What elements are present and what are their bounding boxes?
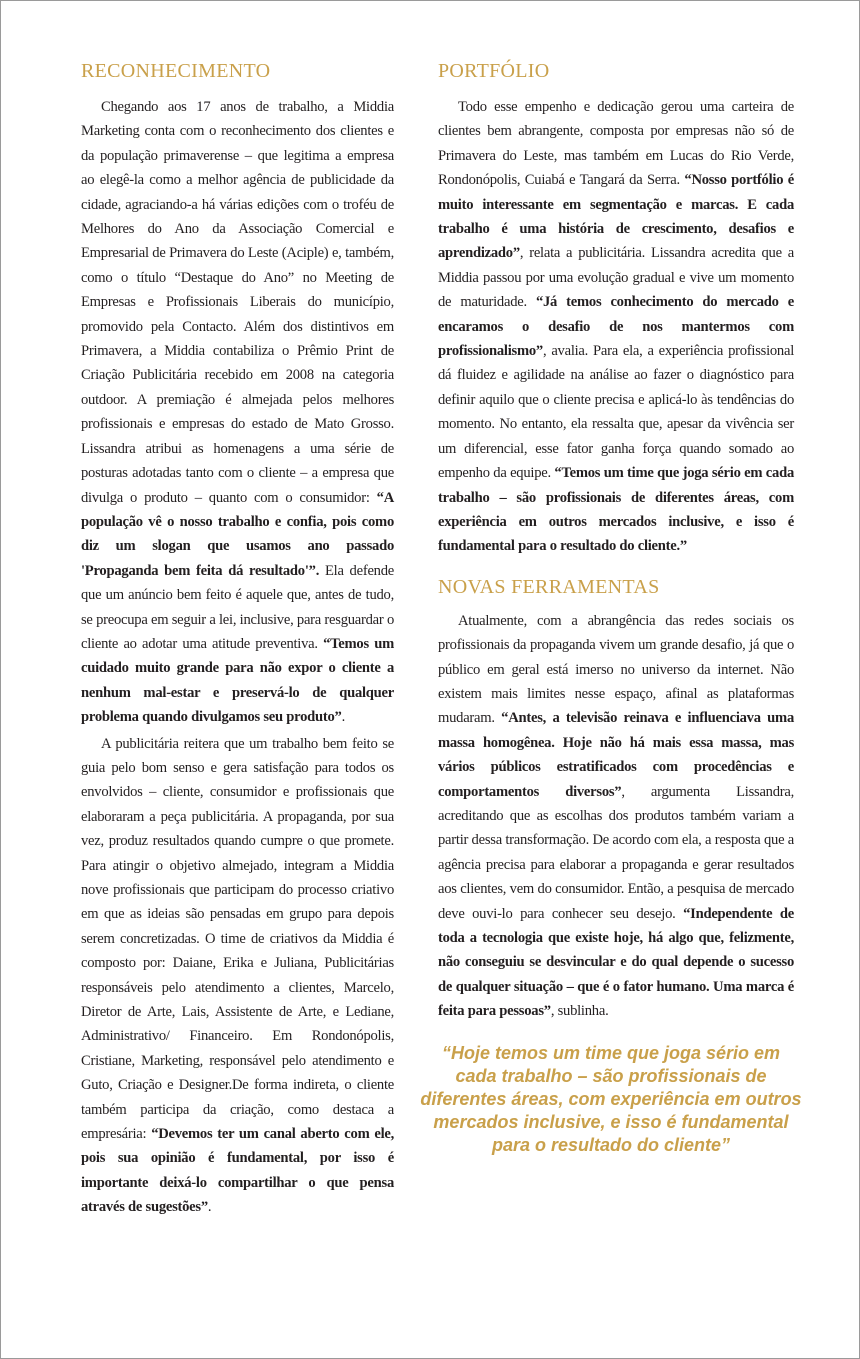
body-text: A publicitária reitera que um trabalho bem feito se guia pelo bom senso e gera satisfação para todos os envolvidos – cliente, consumidor e profissionais que elaboraram a peça publicitária. A propaganda, por sua vez, produz resultados quando cumpre o que promete. Para atingir o objetivo almejado, integram a Middia nove profissionais que participam do processo criativo em que as ideias são pensadas em grupo para depois serem concretizadas. O time de criativos da Middia é composto por: Daiane, Erika e Juliana, Publicitárias responsáveis pelo atendimento a clientes, Marcelo, Diretor de Arte, Lais, Assistente de Arte, e Lediane, Administrativo/ Financeiro. Em Rondonópolis, Cristiane, Marketing, responsável pelo atendimento e Guto, Criação e Designer.De forma indireta, o cliente também participa da criação, como destaca a empresária: [81,735,394,1143]
body-paragraph [81,732,394,1220]
pull-quote-line: mercados inclusive, e isso é fundamental [433,1111,789,1132]
body-text: Chegando aos 17 anos de trabalho, a Middia Marketing conta com o reconhecimento dos clientes e da população primaverense – que legitima a empresa ao elegê-la como a melhor agência de publicidade da cidade, agraciando-a há várias edições com o troféu de Melhores do Ano da Associação Comercial e Empresarial de Primavera do Leste (Aciple) e, também, como o título “Destaque do Ano” no Meeting de Empresas e Profissionais Liberais do município, promovido pela Contacto. Além dos distintivos em Primavera, a Middia contabiliza o Prêmio Print de Criação Publicitária recebido em 2008 na categoria outdoor. A premiação é almejada pelos melhores profissionais e empresas do estado de Mato Grosso. Lissandra atribui as homenagens a uma série de posturas adotadas tanto com o cliente – a empresa que divulga o produto – quanto com o consumidor: [81,99,394,506]
section-heading-novas-ferramentas: NOVAS FERRAMENTAS [438,575,660,598]
quote-text: “Independente de toda a tecnologia que existe hoje, há algo que, felizmente, não conseguiu se desvincular e do qual depende o sucesso de qualquer situação – que é o fator humano. Uma marca é feita para pessoas” [438,905,794,1020]
body-paragraph [81,95,394,730]
body-text: , avalia. Para ela, a experiência profissional dá fluidez e agilidade na análise ao fazer o diagnóstico para definir aquilo que o cliente precisa e aplicá-lo às tendências do momento. No entanto, ela ressalta que, apesar da vivência ser um diferencial, esse fator ganha força quando somado ao empenho da equipe. [438,343,794,482]
body-paragraph [438,95,794,559]
pull-quote-line: cada trabalho – são profissionais de [455,1065,767,1086]
right-column [420,57,802,1157]
quote-text: “Nosso portfólio é muito interessante em segmentação e marcas. E cada trabalho é uma história de crescimento, desafios e aprendizado” [438,172,794,262]
quote-text: “Temos um cuidado muito grande para não expor o cliente a nenhum mal-estar e preservá-lo de qualquer problema quando divulgamos seu produto” [81,635,394,726]
portfolio-body [438,95,794,559]
pull-quote-line: diferentes áreas, com experiência em outros [420,1088,802,1109]
left-body [81,95,394,1220]
body-text: Ela defende que um anúncio bem feito é aquele que, antes de tudo, se preocupa em seguir a lei, inclusive, para resguardar o cliente ao adotar uma atitude preventiva. [81,562,394,652]
body-paragraph [438,609,794,1024]
body-text: , relata a publicitária. Lissandra acredita que a Middia passou por uma evolução gradual e vive um momento de maturidade. [438,245,794,311]
body-text: Todo esse empenho e dedicação gerou uma carteira de clientes bem abrangente, composta por empresas não só de Primavera do Leste, mas também em Lucas do Rio Verde, Rondonópolis, Cuiabá e Tangará da Serra. [438,99,794,189]
section-heading-portfolio: PORTFÓLIO [438,60,550,82]
quote-text: “Antes, a televisão reinava e influenciava uma massa homogênea. Hoje não há mais essa massa, mas vários públicos estratificados com procedências e comportamentos diversos” [438,710,794,800]
body-text: , argumenta Lissandra, acreditando que as escolhas dos produtos também variam a partir dessa transformação. De acordo com ela, a resposta que a agência precisa para elaborar a propaganda e gerar resultados aos clientes, vem do consumidor. Então, a pesquisa de mercado deve ouvi-lo para conhecer seu desejo. [438,783,794,922]
section-heading-reconhecimento: RECONHECIMENTO [81,60,271,82]
body-text: , sublinha. [550,1003,609,1020]
quote-text: “A população vê o nosso trabalho e confia, pois como diz um slogan que usamos ano passado 'Propaganda bem feita dá resultado'”. [81,489,394,579]
novas-ferramentas-body [438,609,794,1024]
quote-text: “Temos um time que joga sério em cada trabalho – são profissionais de diferentes áreas, com experiência em outros mercados inclusive, e isso é fundamental para o resultado do cliente.” [438,465,794,555]
body-text: Atualmente, com a abrangência das redes sociais os profissionais da propaganda vivem um grande desafio, já que o público em geral está imerso no universo da internet. Não existem mais limites nesse espaço, afinal as plataformas mudaram. [438,612,794,727]
columns [1,1,859,1358]
body-text: . [207,1199,212,1216]
pull-quote [406,1042,816,1157]
quote-text: “Devemos ter um canal aberto com ele, pois sua opinião é fundamental, por isso é importante deixá-lo compartilhar o que pensa através de sugestões” [81,1126,395,1216]
quote-text: “Já temos conhecimento do mercado e encaramos o desafio de nos mantermos com profissionalismo” [438,294,794,360]
left-column [81,57,394,1222]
pull-quote-line: “Hoje temos um time que joga sério em [441,1042,781,1063]
pull-quote-line: para o resultado do cliente” [491,1134,731,1155]
body-text: . [341,709,345,726]
